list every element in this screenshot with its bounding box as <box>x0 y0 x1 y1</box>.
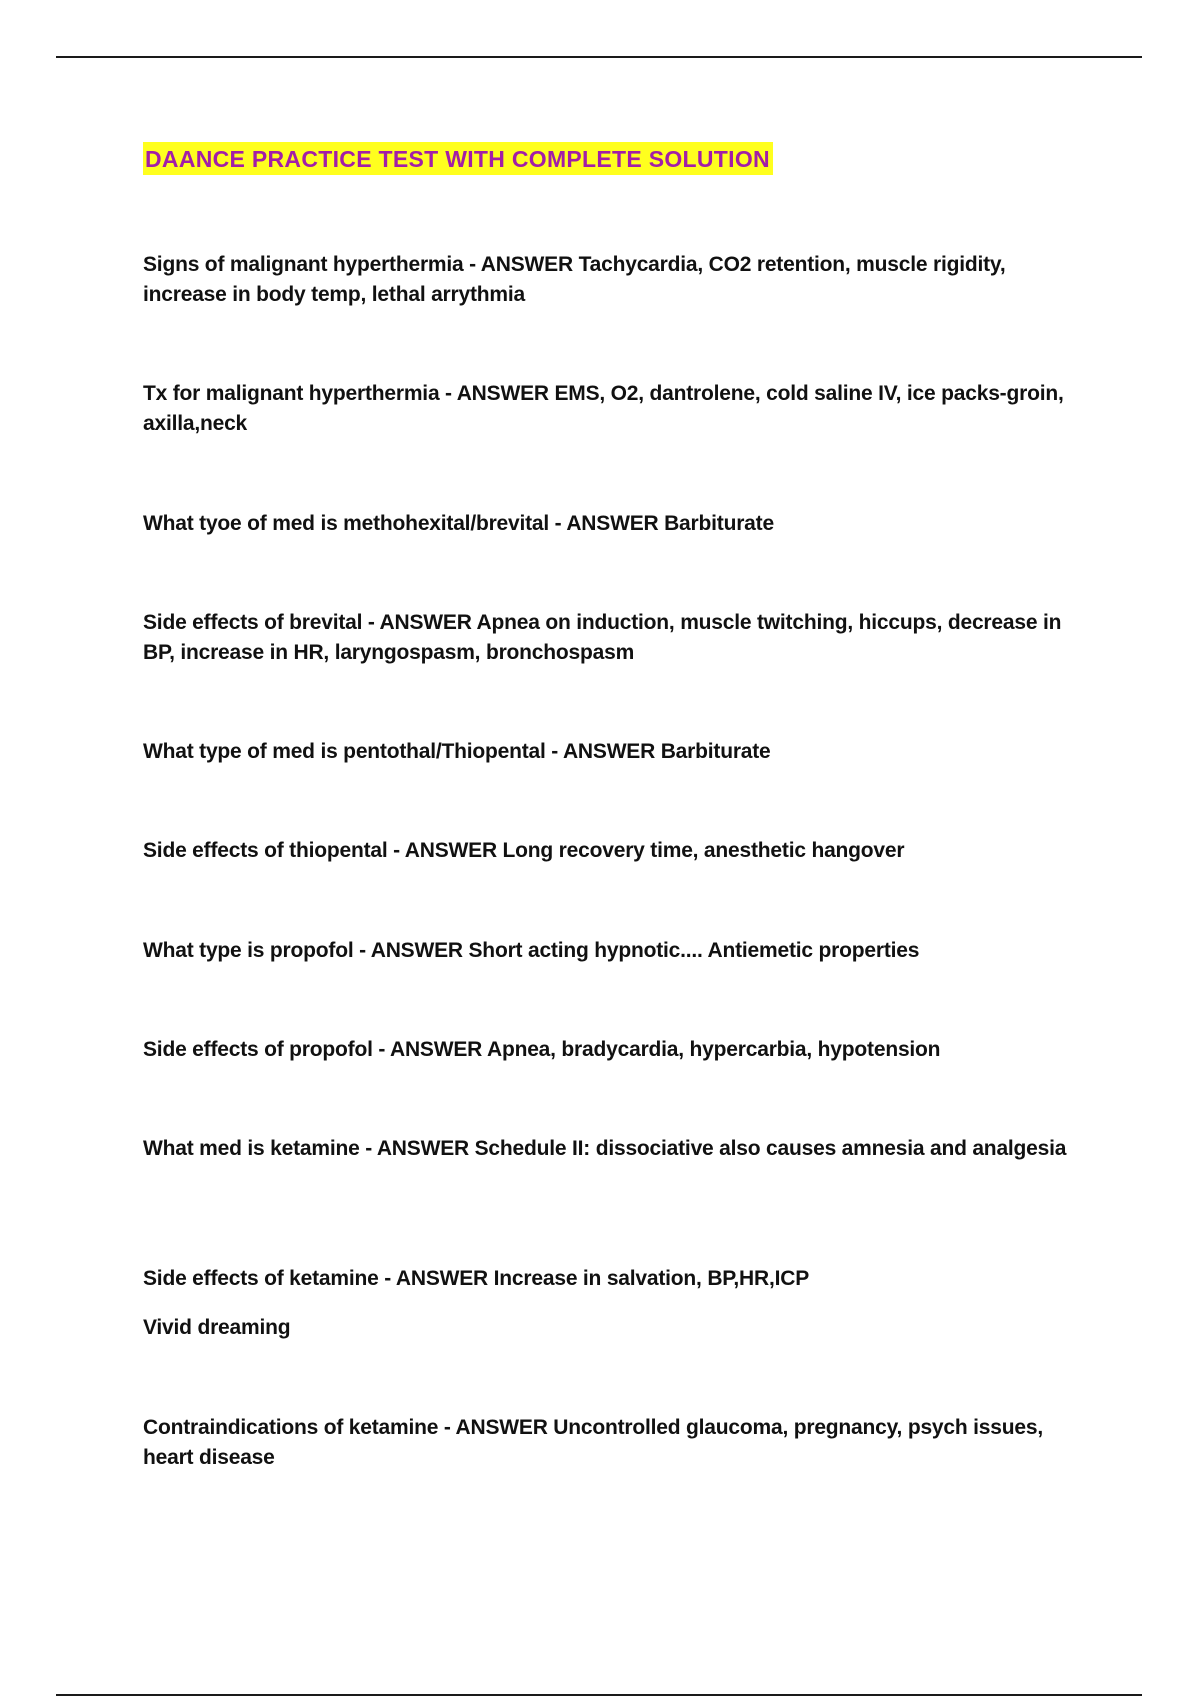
document-title-block <box>143 142 773 175</box>
qa-item-text: Side effects of ketamine - ANSWER Increase in salvation, BP,HR,ICP <box>143 1267 809 1290</box>
document-title: DAANCE PRACTICE TEST WITH COMPLETE SOLUTION <box>143 142 773 175</box>
qa-item: What med is ketamine - ANSWER Schedule II: dissociative also causes amnesia and analgesia <box>143 1137 1067 1160</box>
qa-item: Contraindications of ketamine - ANSWER Uncontrolled glaucoma, pregnancy, psych issues, heart disease <box>143 1416 1043 1469</box>
qa-item: What type is propofol - ANSWER Short acting hypnotic.... Antiemetic properties <box>143 939 920 962</box>
top-rule <box>56 56 1142 58</box>
qa-item: Side effects of thiopental - ANSWER Long recovery time, anesthetic hangover <box>143 839 905 862</box>
qa-item: What tyoe of med is methohexital/brevital - ANSWER Barbiturate <box>143 512 774 535</box>
qa-item: Tx for malignant hyperthermia - ANSWER EMS, O2, dantrolene, cold saline IV, ice packs-groin, axilla,neck <box>143 382 1064 435</box>
bottom-rule <box>56 1694 1142 1696</box>
qa-item: Signs of malignant hyperthermia - ANSWER Tachycardia, CO2 retention, muscle rigidity, increase in body temp, lethal arrythmia <box>143 253 1006 306</box>
qa-item: What type of med is pentothal/Thiopental - ANSWER Barbiturate <box>143 740 771 763</box>
qa-item: Side effects of brevital - ANSWER Apnea on induction, muscle twitching, hiccups, decrease in BP, increase in HR, laryngospasm, bronchospasm <box>143 611 1062 664</box>
qa-item-multiline <box>143 1264 1083 1343</box>
qa-item: Side effects of propofol - ANSWER Apnea, bradycardia, hypercarbia, hypotension <box>143 1038 941 1061</box>
qa-item-extra: Vivid dreaming <box>143 1316 291 1339</box>
